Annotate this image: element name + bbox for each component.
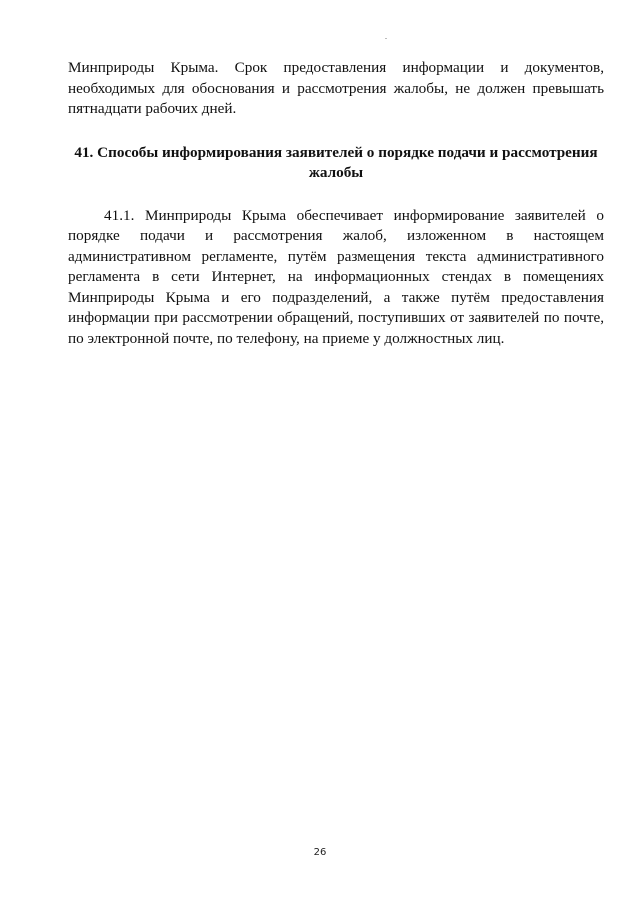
text-line: информации при рассмотрении обращений, поступивших от заявителей по почте,	[68, 309, 604, 326]
paragraph-41-1	[68, 206, 604, 350]
text-line: порядке подачи и рассмотрения жалоб, изложенном в настоящем	[68, 227, 604, 244]
text-line: регламента в сети Интернет, на информационных стендах в помещениях	[68, 268, 604, 285]
text-line: необходимых для обоснования и рассмотрения жалобы, не должен превышать	[68, 79, 604, 97]
text-line: административном регламенте, путём размещения текста административного	[68, 247, 604, 265]
heading-line: жалобы	[308, 164, 364, 181]
text-line: по электронной почте, по телефону, на приеме у должностных лиц.	[68, 329, 505, 347]
text-line: Минприроды Крыма и его подразделений, а также путём предоставления	[68, 288, 604, 306]
page-number: 26	[313, 847, 327, 858]
page-content	[68, 58, 604, 349]
heading-line: 41. Способы информирования заявителей о порядке подачи и рассмотрения	[74, 143, 598, 161]
scan-speck	[385, 38, 387, 39]
text-line: пятнадцати рабочих дней.	[68, 100, 237, 117]
text-line: 41.1. Минприроды Крыма обеспечивает информирование заявителей о	[104, 206, 604, 224]
section-41-heading	[68, 143, 604, 184]
paragraph-1	[68, 58, 604, 120]
text-line: Минприроды Крыма. Срок предоставления информации и документов,	[68, 59, 604, 76]
